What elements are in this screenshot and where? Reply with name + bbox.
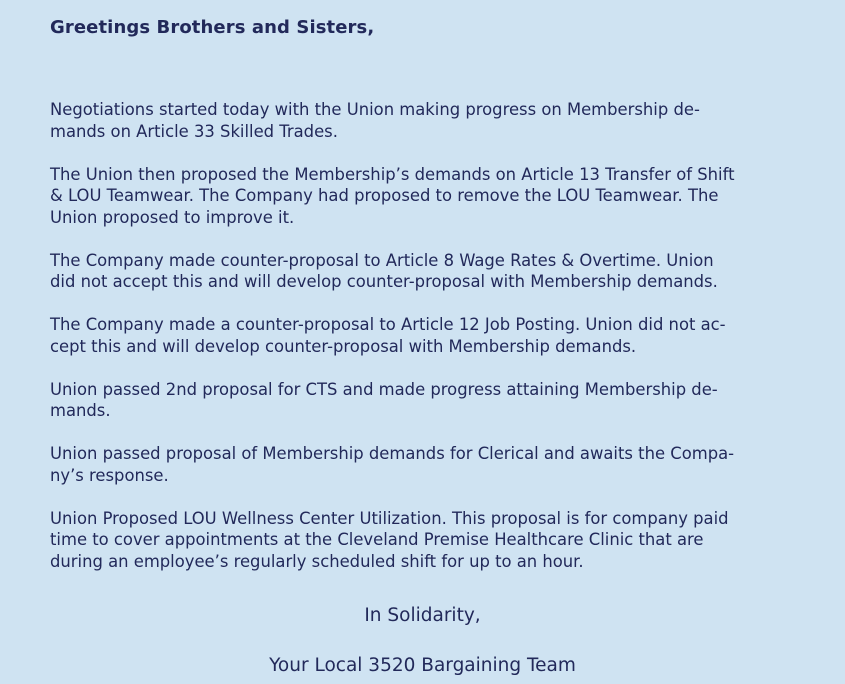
paragraph-cts: Union passed 2nd proposal for CTS and made progress attaining Membership de- mands. — [50, 379, 718, 420]
closing-salutation: In Solidarity, — [364, 605, 481, 626]
paragraph-wellness-center: Union Proposed LOU Wellness Center Utilization. This proposal is for company paid time to cover appointments at the Cleveland Premise Healthcare Clinic that are during an employee’s regularly scheduled shift for up to an hour. — [50, 508, 729, 571]
paragraph-job-posting: The Company made a counter-proposal to Article 12 Job Posting. Union did not ac- cept this and will develop counter-proposal with Membership demands. — [50, 315, 726, 356]
paragraph-transfer-of-shift: The Union then proposed the Membership’s demands on Article 13 Transfer of Shift & LOU Teamwear. The Company had proposed to remove the LOU Teamwear. The Union proposed to improve it. — [50, 164, 735, 227]
paragraph-clerical: Union passed proposal of Membership demands for Clerical and awaits the Compa- ny’s response. — [50, 444, 735, 485]
greeting-heading: Greetings Brothers and Sisters, — [50, 17, 375, 38]
letter-body — [50, 99, 795, 572]
paragraph-skilled-trades: Negotiations started today with the Union making progress on Membership de- mands on Article 33 Skilled Trades. — [50, 100, 700, 141]
closing-signature: Your Local 3520 Bargaining Team — [269, 655, 576, 676]
paragraph-wage-rates: The Company made counter-proposal to Article 8 Wage Rates & Overtime. Union did not accept this and will develop counter-proposal with Membership demands. — [50, 250, 718, 291]
